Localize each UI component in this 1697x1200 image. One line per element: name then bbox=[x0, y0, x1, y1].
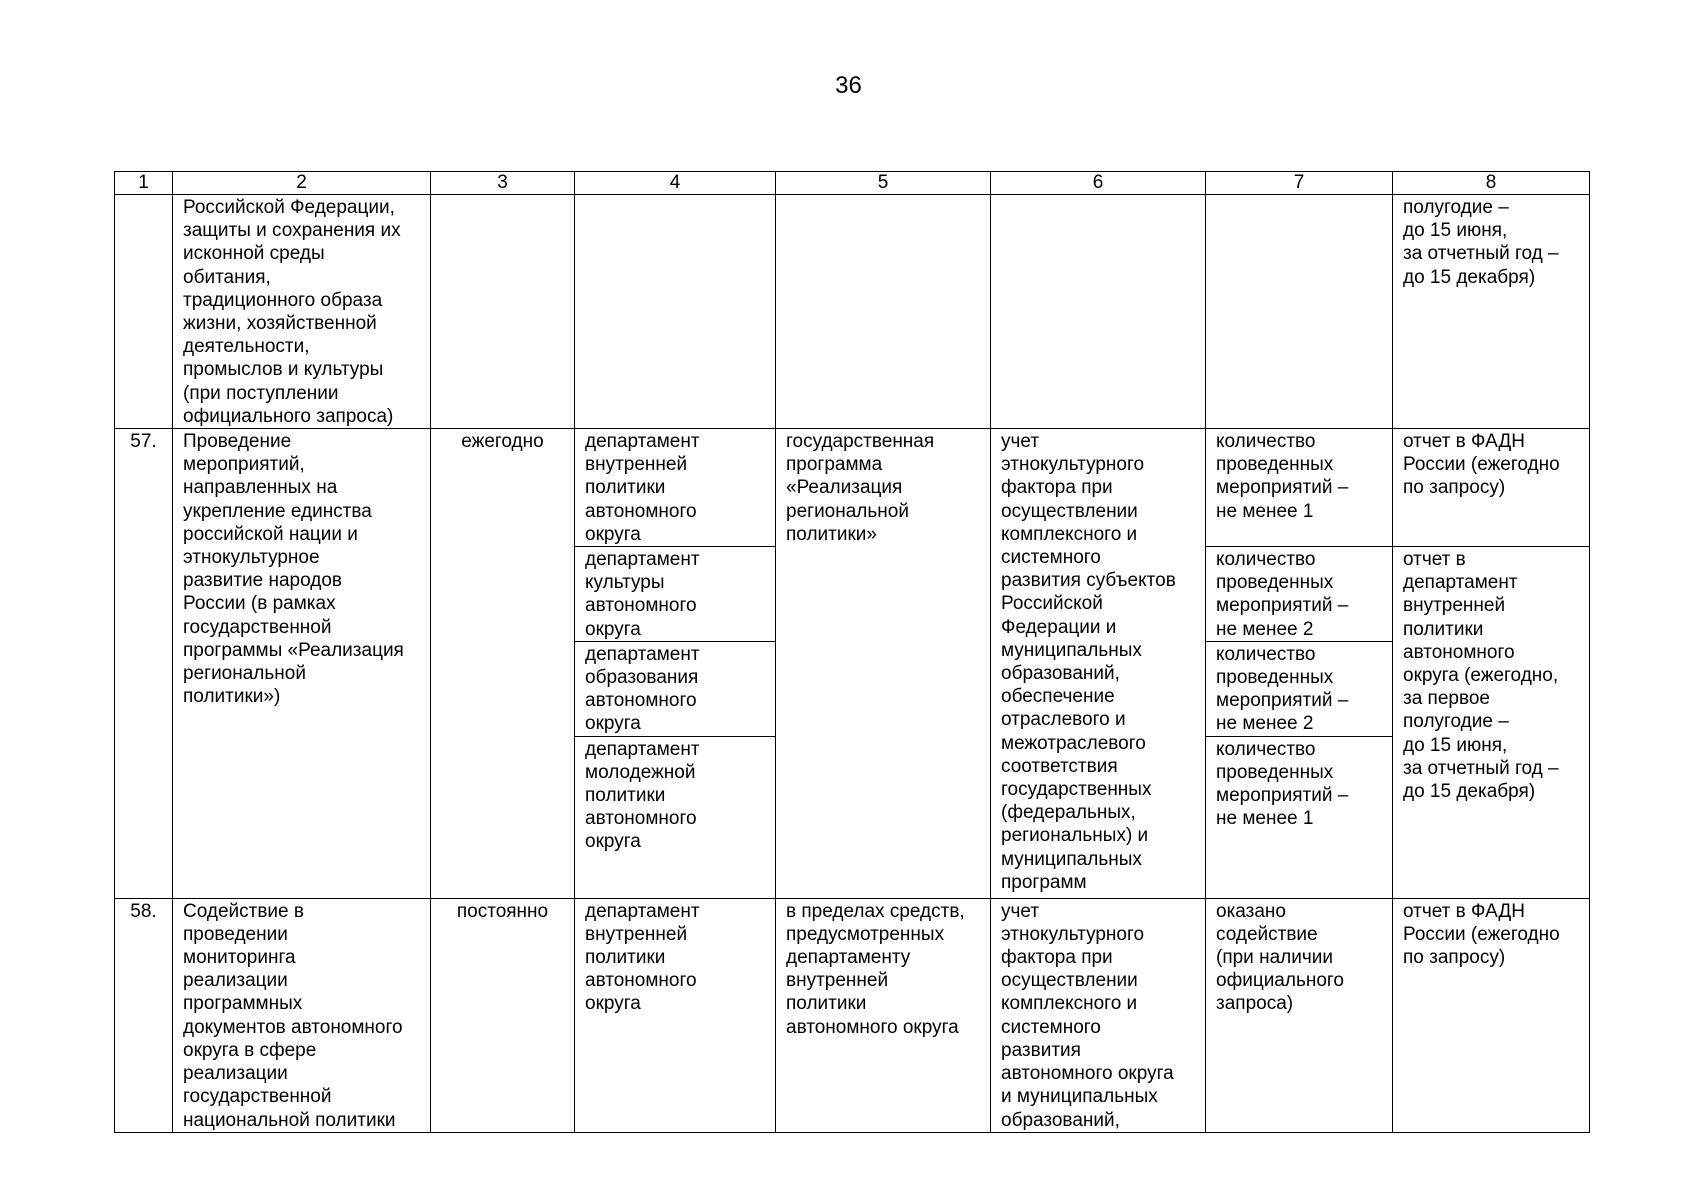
term-cell: постоянно bbox=[431, 898, 575, 1132]
row-number-cell bbox=[115, 195, 173, 429]
funding-cell bbox=[776, 195, 991, 429]
column-number: 3 bbox=[431, 172, 575, 195]
table-row-57 bbox=[115, 429, 1590, 547]
term-cell bbox=[431, 195, 575, 429]
indicator-cell: количество проведенных мероприятий – не менее 2 bbox=[1206, 547, 1393, 642]
table-row-continuation bbox=[115, 195, 1590, 429]
executor-cell: департамент внутренней политики автономного округа bbox=[575, 429, 776, 547]
executor-cell: департамент культуры автономного округа bbox=[575, 547, 776, 642]
result-cell: учет этнокультурного фактора при осуществлении комплексного и системного развития субъектов Российской Федерации и муниципальных образований, обеспечение отраслевого и межотраслевого соответствия государственных (федеральных, региональных) и муниципальных программ bbox=[991, 429, 1206, 899]
result-cell bbox=[991, 195, 1206, 429]
indicator-cell: количество проведенных мероприятий – не менее 1 bbox=[1206, 736, 1393, 898]
table-row-58 bbox=[115, 898, 1590, 1132]
column-number: 1 bbox=[115, 172, 173, 195]
indicator-cell: оказано содействие (при наличии официального запроса) bbox=[1206, 898, 1393, 1132]
executor-cell: департамент внутренней политики автономного округа bbox=[575, 898, 776, 1132]
executor-cell bbox=[575, 195, 776, 429]
activity-cell: Проведение мероприятий, направленных на укрепление единства российской нации и этнокультурное развитие народов России (в рамках государственной программы «Реализация региональной политики») bbox=[173, 429, 431, 899]
activity-cell: Российской Федерации, защиты и сохранения их исконной среды обитания, традиционного образа жизни, хозяйственной деятельности, промыслов и культуры (при поступлении официального запроса) bbox=[173, 195, 431, 429]
funding-cell: государственная программа «Реализация региональной политики» bbox=[776, 429, 991, 899]
column-number: 7 bbox=[1206, 172, 1393, 195]
report-cell: полугодие – до 15 июня, за отчетный год – до 15 декабря) bbox=[1393, 195, 1590, 429]
term-cell: ежегодно bbox=[431, 429, 575, 899]
indicator-cell: количество проведенных мероприятий – не менее 1 bbox=[1206, 429, 1393, 547]
funding-cell: в пределах средств, предусмотренных департаменту внутренней политики автономного округа bbox=[776, 898, 991, 1132]
action-plan-table bbox=[114, 171, 1590, 1133]
column-numbers-row bbox=[115, 172, 1590, 195]
executor-cell: департамент молодежной политики автономного округа bbox=[575, 736, 776, 898]
row-number-cell: 57. bbox=[115, 429, 173, 899]
executor-cell: департамент образования автономного округа bbox=[575, 641, 776, 736]
activity-cell: Содействие в проведении мониторинга реализации программных документов автономного округа в сфере реализации государственной национальной политики bbox=[173, 898, 431, 1132]
column-number: 8 bbox=[1393, 172, 1590, 195]
report-cell: отчет в ФАДН России (ежегодно по запросу) bbox=[1393, 429, 1590, 547]
column-number: 2 bbox=[173, 172, 431, 195]
report-cell: отчет в департамент внутренней политики автономного округа (ежегодно, за первое полугодие – до 15 июня, за отчетный год – до 15 декабря) bbox=[1393, 547, 1590, 899]
indicator-cell: количество проведенных мероприятий – не менее 2 bbox=[1206, 641, 1393, 736]
indicator-cell bbox=[1206, 195, 1393, 429]
result-cell: учет этнокультурного фактора при осуществлении комплексного и системного развития автономного округа и муниципальных образований, bbox=[991, 898, 1206, 1132]
column-number: 5 bbox=[776, 172, 991, 195]
column-number: 4 bbox=[575, 172, 776, 195]
report-cell: отчет в ФАДН России (ежегодно по запросу) bbox=[1393, 898, 1590, 1132]
column-number: 6 bbox=[991, 172, 1206, 195]
page-number: 36 bbox=[835, 72, 862, 99]
row-number-cell: 58. bbox=[115, 898, 173, 1132]
